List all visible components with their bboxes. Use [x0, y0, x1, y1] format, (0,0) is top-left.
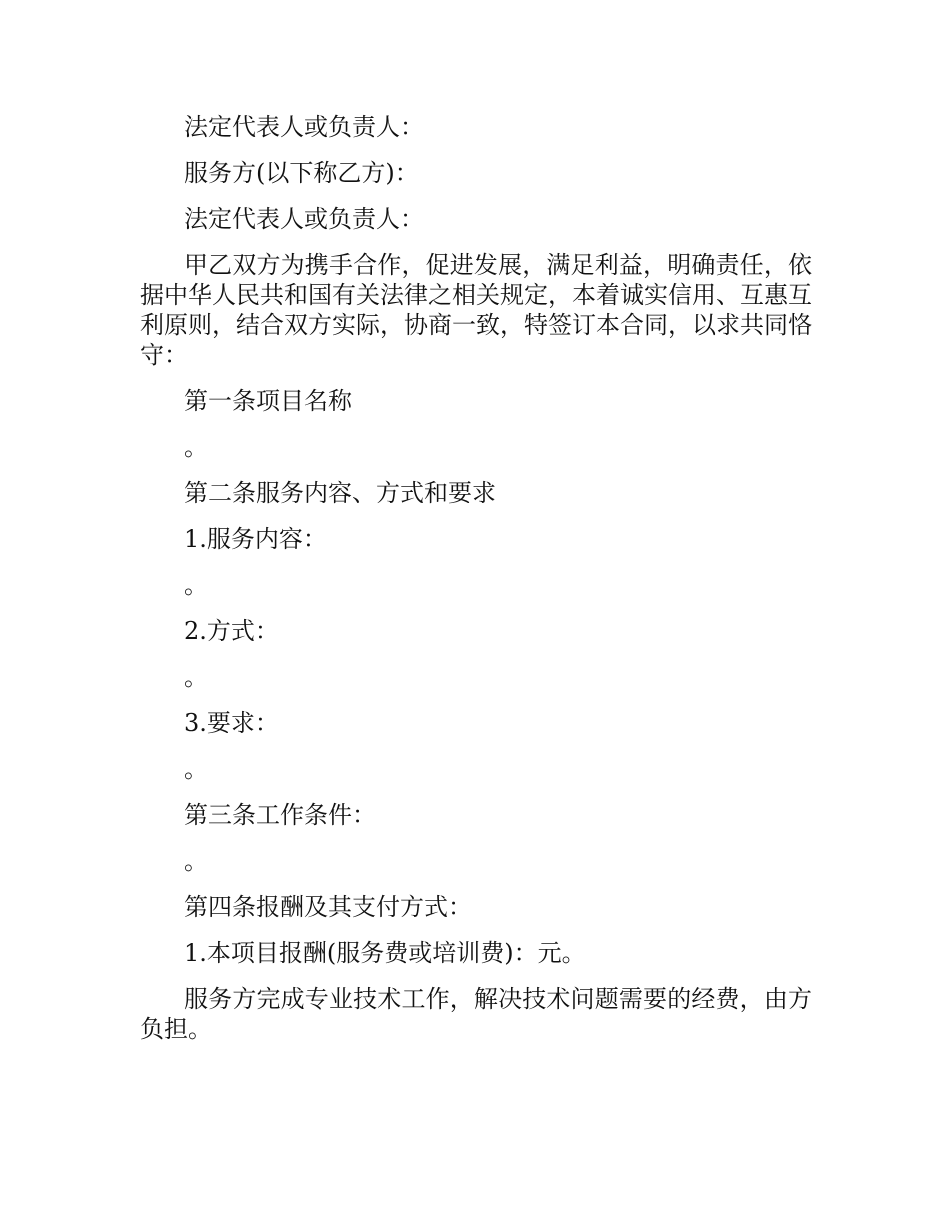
document-body — [140, 112, 812, 1060]
method-blank: 。 — [184, 663, 208, 691]
expense-clause: 服务方完成专业技术工作，解决技术问题需要的经费，由方负担。 — [140, 985, 812, 1043]
service-content-label: 1.服务内容： — [184, 525, 327, 553]
project-fee-line: 1.本项目报酬(服务费或培训费)：元。 — [184, 939, 586, 967]
article-1-heading: 第一条项目名称 — [184, 387, 352, 415]
legal-representative-line-2: 法定代表人或负责人： — [184, 205, 424, 233]
service-party-line: 服务方(以下称乙方)： — [184, 159, 419, 187]
method-label: 2.方式： — [184, 617, 279, 645]
preamble-paragraph: 甲乙双方为携手合作，促进发展，满足利益，明确责任，依据中华人民共和国有关法律之相关规定，本着诚实信用、互惠互利原则，结合双方实际，协商一致，特签订本合同，以求共同恪守： — [140, 251, 812, 369]
article-2-heading: 第二条服务内容、方式和要求 — [184, 479, 496, 507]
legal-representative-line-1: 法定代表人或负责人： — [184, 113, 424, 141]
article-3-blank: 。 — [184, 847, 208, 875]
service-content-blank: 。 — [184, 571, 208, 599]
article-3-heading: 第三条工作条件： — [184, 801, 376, 829]
requirements-label: 3.要求： — [184, 709, 279, 737]
requirements-blank: 。 — [184, 755, 208, 783]
article-4-heading: 第四条报酬及其支付方式： — [184, 893, 472, 921]
article-1-blank: 。 — [184, 433, 208, 461]
